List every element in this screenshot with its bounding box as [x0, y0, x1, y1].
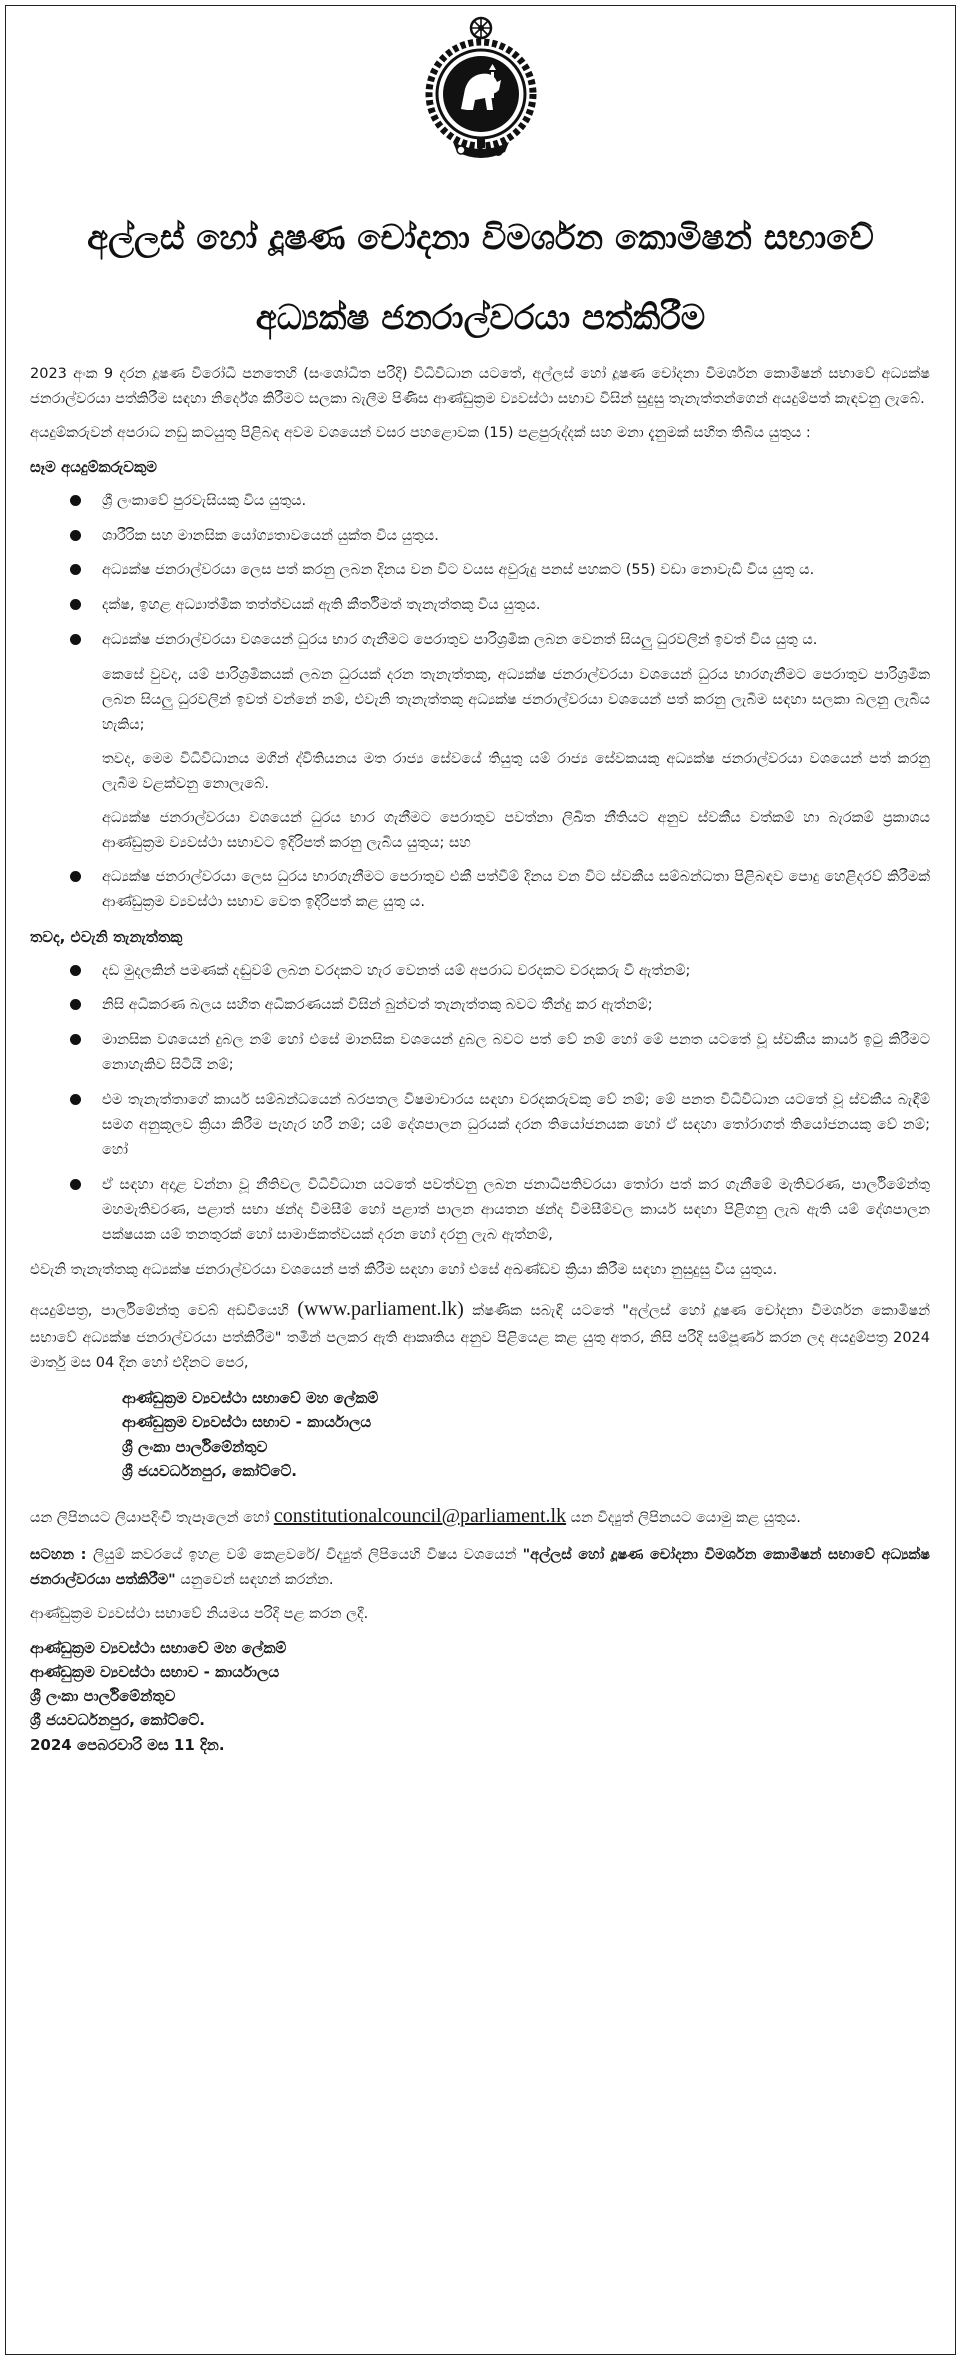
notice-body	[30, 362, 930, 1757]
sub-paragraph: තවද, මෙම විධිවිධානය මගින් ද්විතියනය මත රාජ්‍ය සේවයේ තියුතු යම් රාජ්‍ය සේවකයකු අධ්‍යක්ෂ ජනරාල්වරයා වශයෙන් පත් කරනු ලැබීම වළක්වනු නොලැබේ.	[102, 751, 930, 793]
section-heading-eligibility: සෑම අයදුම්කරුවකුම	[30, 457, 157, 476]
eligibility-list-last	[30, 865, 930, 915]
gazette-notice	[5, 5, 956, 2355]
bullet-icon	[70, 965, 81, 976]
email-paragraph: යන ලිපිනයට ලියාපදිංචි තැපෑලෙන් හෝ constitutionalcouncil@parliament.lk යන විද්‍යුත් ලිපිනයට යොමු කළ යුතුය.	[30, 1505, 801, 1528]
bullet-icon	[70, 1034, 81, 1045]
list-item: එම තැනැත්තාගේ කාර්ය සම්බන්ධයෙන් බරපතල විෂමාචාරය සඳහා වරදකරුවකු වේ නම්; මේ පනත විධිවිධාන යටතේ වූ ස්වකීය බැඳීම් සමග අනුකූලව ක්‍රියා කිරීම පැහැර හරී නම්; යම් දේශපාලන ධුරයක් දරන තියෝජනයක හෝ ඒ සඳහා තෝරාගත් තියෝජනයකු වේ නම්; හෝ	[30, 1088, 930, 1163]
submission-address: ආණ්ඩුක්‍රම ව්‍යවස්ථා සභාවේ මහ ලේකම් ආණ්ඩුක්‍රම ව්‍යවස්ථා සභාව - කාර්යාලය ශ්‍රී ලංකා පාර්ලිමේන්තුව ශ්‍රී ජයවර්ධනපුර, කෝට්ටේ.	[122, 1389, 379, 1480]
national-emblem-icon	[421, 14, 541, 164]
notice-title-line2: අධ්‍යක්ෂ ජනරාල්වරයා පත්කිරීම	[255, 298, 706, 338]
list-item: දක්ෂ, ඉහළ අධ්‍යාත්මික තත්ත්වයක් ඇති කීර්තිමත් තැනැත්තකු විය යුතුය.	[30, 593, 930, 618]
bullet-icon	[70, 1094, 81, 1105]
application-paragraph: අයදුම්පත්‍ර, පාර්ලිමේන්තු වෙබ් අඩවියෙහි (www.parliament.lk) ක්ෂණික සබැඳි යටතේ "අල්ලස් හෝ දූෂණ චෝදනා විමර්ශන කොමිෂන් සභාවේ අධ්‍යක්ෂ ජනරාල්වරයා පත්කිරීම" තමින් පලකර ඇති ආකෘතිය අනුව පිළියෙළ කළ යුතු අතර, නිසි පරිදි සම්පූර්ණ කරන ලද අයදුම්පත්‍ර 2024 මාර්තු මස 04 දින හෝ එදිනට පෙර,	[30, 1297, 930, 1372]
list-item: ශ්‍රී ලංකාවේ පුරවැසියකු විය යුතුය.	[30, 489, 930, 514]
list-item: මානසික වශයෙන් දුබල නම් හෝ එසේ මානසික වශයෙන් දුබල බවට පත් වේ නම් හෝ මේ පනත යටතේ වූ ස්වකීය කාර්ය ඉටු කිරීමට නොහැකිව සිටියි නම්;	[30, 1028, 930, 1078]
bullet-icon	[70, 634, 81, 645]
intro-paragraph: 2023 අංක 9 දරන දූෂණ විරෝධී පනතෙහි (සංශෝධිත පරිදි) විධිවිධාන යටතේ, අල්ලස් හෝ දූෂණ චෝදනා විමර්ශන කොමිෂන් සභාවේ අධ්‍යක්ෂ ජනරාල්වරයා පත්කිරීම සඳහා නිර්දේශ කිරීමට සලකා බැලීම පිණිස ආණ්ඩුක්‍රම ව්‍යවස්ථා සභාව විසින් සුදුසු තැනැත්තන්ගෙන් අයදුම්පත් කැඳවනු ලැබේ.	[30, 366, 930, 407]
experience-paragraph: අයදුම්කරුවන් අපරාධ නඩු කටයුතු පිළිබඳ අවම වශයෙන් වසර පහළොවක (15) පළපුරුද්දක් සහ මනා දැනුමක් සහිත තිබිය යුතුය :	[30, 424, 811, 441]
list-item: දඩ මුදලකින් පමණක් දඬුවම් ලබන වරදකට හැර වෙනත් යම් අපරාධ වරදකට වරදකරු වී ඇත්නම්;	[30, 959, 930, 984]
bullet-icon	[70, 999, 81, 1010]
list-item: අධ්‍යක්ෂ ජනරාල්වරයා ලෙස පත් කරනු ලබන දිනය වන විට වයස අවුරුදු පනස් පහකට (55) වඩා නොවැඩි විය යුතු ය.	[30, 558, 930, 583]
bullet-icon	[70, 871, 81, 882]
list-item: නිසි අධිකරණ බලය සහිත අධිකරණයක් විසින් බුන්වත් තැනැත්තකු බවට තීන්දු කර ඇත්නම්;	[30, 993, 930, 1018]
list-item: ඒ සඳහා අදාළ වන්නා වූ නීතිවල විධිවිධාන යටතේ පවත්වනු ලබන ජනාධිපතිවරයා තෝරා පත් කර ගැනීමේ මැතිවරණ, පාර්ලිමේන්තු මහමැතිවරණ, පළාත් සභා ඡන්ද විමසීම් හෝ පළාත් පාලන ආයතන ඡන්ද විමසීම්වල කාර්ය සඳහා පිළිගනු ලැබ ඇති යම් දේශපාලන පක්ෂයක යම් තනතුරක් හෝ සාමාජිකත්වයක් දරන හෝ දරනු ලැබ ඇත්නම්,	[30, 1173, 930, 1248]
note-label: සටහන :	[30, 1546, 94, 1563]
list-item: ශාරීරික සහ මානසික යෝග්‍යතාවයෙන් යුක්ත විය යුතුය.	[30, 524, 930, 549]
list-item: අධ්‍යක්ෂ ජනරාල්වරයා වශයෙන් ධුරය භාර ගැනීමට පෙරාතුව පාරිශ්‍රමික ලබන වෙනත් සියලු ධුරවලින් ඉවත් විය යුතු ය.	[30, 628, 930, 653]
bullet-icon	[70, 1179, 81, 1190]
notice-title-line1: අල්ලස් හෝ දූෂණ චෝදනා විමර්ශන කොමිෂන් සභාවේ	[87, 218, 874, 258]
bullet-icon	[70, 530, 81, 541]
disqualification-list	[30, 959, 930, 1248]
sub-paragraph: කෙසේ වුවද, යම් පාරිශ්‍රමිකයක් ලබන ධුරයක් දරන තැනැත්තකු, අධ්‍යක්ෂ ජනරාල්වරයා වශයෙන් ධුරය භාරගැනීමට පෙරාතුව පාරිශ්‍රමික ලබන සියලු ධුරවලින් ඉවත් වන්නේ නම්, එවැනි තැනැත්තකු අධ්‍යක්ෂ ජනරාල්වරයා වශයෙන් පත් කරනු ලැබීම සඳහා සලකා බලනු ලැබිය හැකිය;	[102, 667, 930, 734]
note-paragraph: සටහන : ලියුම් කවරයේ ඉහළ වම් කෙළවරේ/ විද්‍යුත් ලිපියෙහි විෂය වශයෙන් "අල්ලස් හෝ දූෂණ චෝදනා විමර්ශන කොමිෂන් සභාවේ අධ්‍යක්ෂ ජනරාල්වරයා පත්කිරීම" යනුවෙන් සඳහන් කරන්න.	[30, 1546, 931, 1588]
notice-date: 2024 පෙබරවාරි මස 11 දින.	[30, 1735, 225, 1754]
eligibility-list	[30, 489, 930, 654]
sub-paragraph: අධ්‍යක්ෂ ජනරාල්වරයා වශයෙන් ධුරය භාර ගැනීමට පෙරාතුව පවත්නා ලිඛිත නීතියට අනුව ස්වකීය වත්කම් හා බැරකම් ප්‍රකාශය ආණ්ඩුක්‍රම ව්‍යවස්ථා සභාවට ඉදිරිපත් කරනු ලැබිය යුතුය; සහ	[102, 809, 930, 851]
submission-email-link[interactable]: constitutionalcouncil@parliament.lk	[273, 1505, 567, 1528]
section-heading-disqualification: තවද, එවැනි තැනැත්තකු	[30, 927, 183, 946]
note-subject: "අල්ලස් හෝ දූෂණ චෝදනා විමර්ශන කොමිෂන් සභාවේ අධ්‍යක්ෂ ජනරාල්වරයා පත්කිරීම"	[30, 1546, 931, 1588]
bullet-icon	[70, 564, 81, 575]
signature-block: ආණ්ඩුක්‍රම ව්‍යවස්ථා සභාවේ මහ ලේකම් ආණ්ඩුක්‍රම ව්‍යවස්ථා සභාව - කාර්යාලය ශ්‍රී ලංකා පාර්ලිමේන්තුව ශ්‍රී ජයවර්ධනපුර, කෝට්ටේ. 2024 පෙබරවාරි මස 11 දින.	[30, 1636, 930, 1757]
closing-line: ආණ්ඩුක්‍රම ව්‍යවස්ථා සභාවේ නියමය පරිදි පළ කරන ලදී.	[30, 1605, 369, 1622]
bullet-icon	[70, 599, 81, 610]
list-item: අධ්‍යක්ෂ ජනරාල්වරයා ලෙස ධුරය භාරගැනීමට පෙරාතුව එකී පත්වීම් දිනය වන විට ස්වකීය සම්බන්ධතා පිළිබඳව පොදු හෙළිදරව් කිරීමක් ආණ්ඩුක්‍රම ව්‍යවස්ථා සභාව වෙත ඉදිරිපත් කළ යුතු ය.	[30, 865, 930, 915]
bullet-icon	[70, 495, 81, 506]
parliament-website-link[interactable]: (www.parliament.lk)	[297, 1297, 464, 1320]
disqualification-tail: එවැනි තැනැත්තකු අධ්‍යක්ෂ ජනරාල්වරයා වශයෙන් පත් කිරීම සඳහා හෝ එසේ අඛණ්ඩව ක්‍රියා කිරීම සඳහා නුසුදුසු විය යුතුය.	[30, 1261, 778, 1278]
